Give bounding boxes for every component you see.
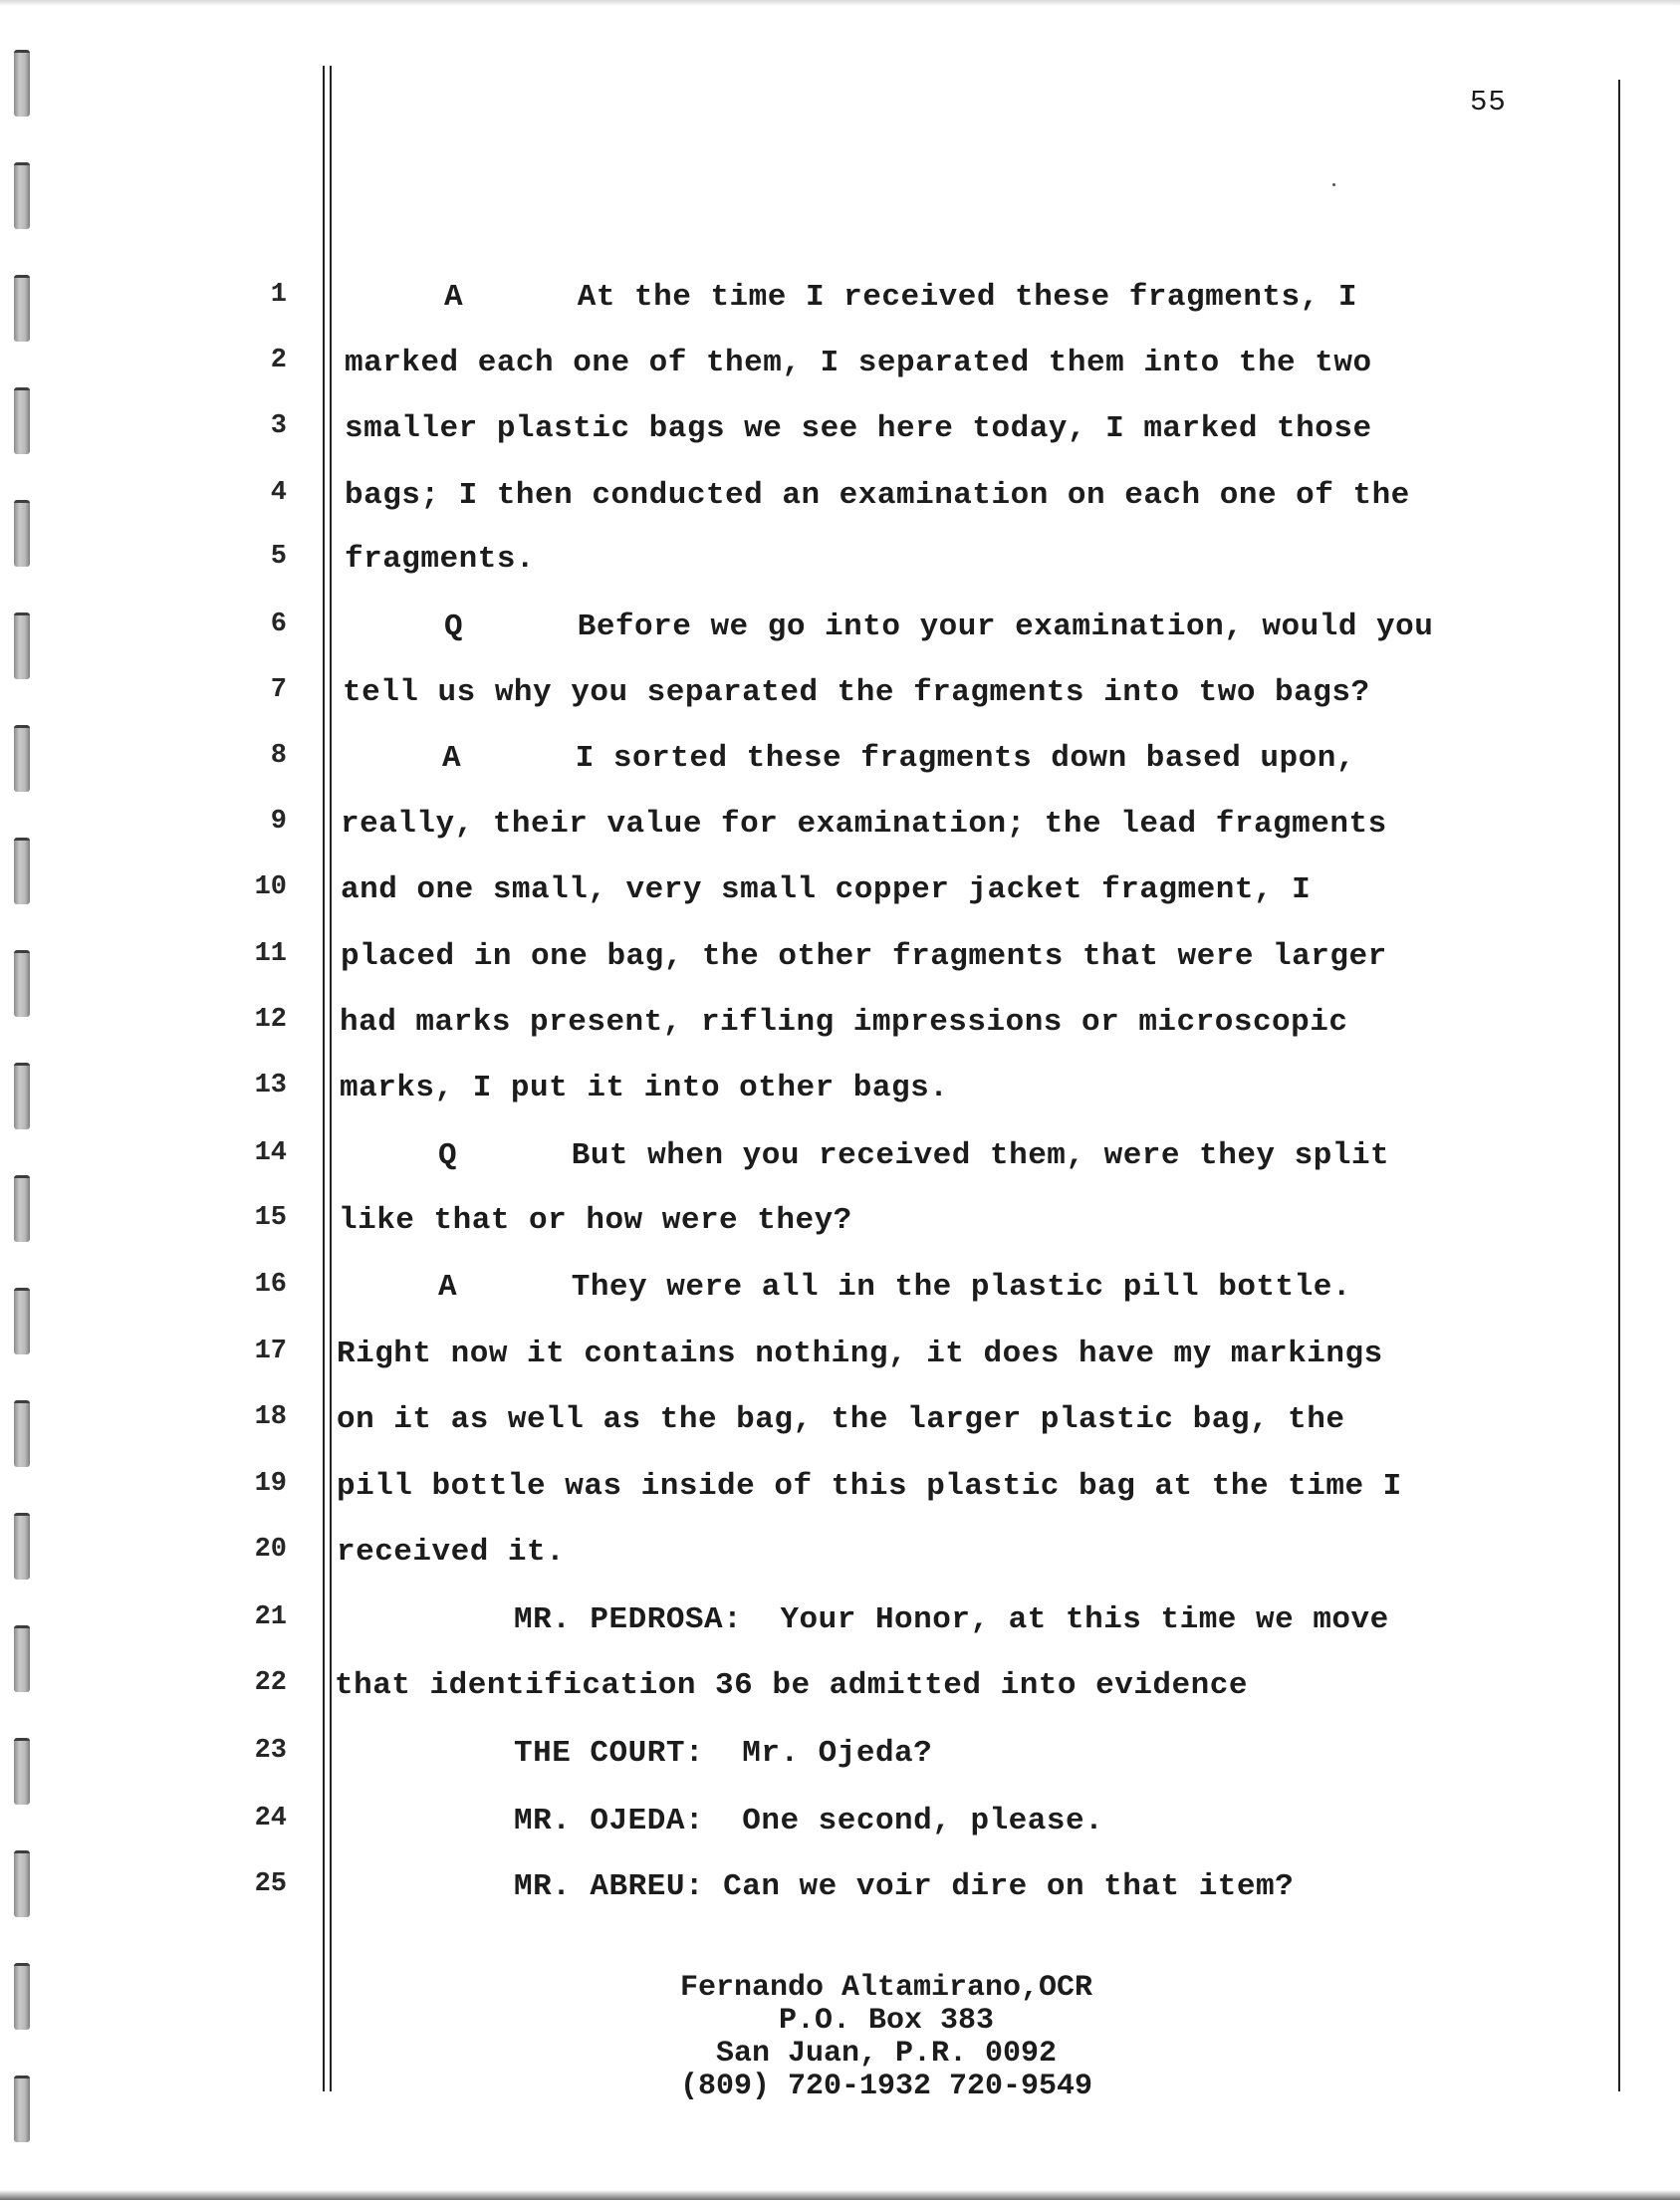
binder-hole — [14, 1625, 30, 1692]
transcript-line: fragments. — [345, 542, 536, 577]
line-number: 3 — [270, 411, 287, 441]
page-top-edge — [0, 0, 1680, 6]
binder-hole — [14, 2076, 30, 2142]
binder-hole — [14, 500, 30, 567]
binder-hole — [14, 1850, 30, 1917]
line-number: 14 — [254, 1138, 287, 1168]
reporter-po-box: P.O. Box 383 — [778, 2004, 995, 2038]
transcript-line: really, their value for examination; the lead fragments — [341, 807, 1387, 842]
scan-speck — [1332, 183, 1335, 186]
transcript-line: marked each one of them, I separated them into the two — [345, 346, 1372, 380]
binder-hole — [14, 1738, 30, 1805]
left-margin-rule-inner — [330, 66, 332, 2091]
binder-hole — [14, 725, 30, 792]
transcript-line: received it. — [337, 1535, 566, 1570]
transcript-line: placed in one bag, the other fragments that were larger — [341, 939, 1387, 974]
line-number: 21 — [254, 1602, 287, 1632]
line-number: 22 — [254, 1668, 287, 1698]
reporter-phones: (809) 720-1932 720-9549 — [679, 2070, 1093, 2103]
line-number: 12 — [254, 1005, 287, 1035]
binder-hole — [14, 275, 30, 342]
reporter-name: Fernando Altamirano,OCR — [679, 1971, 1093, 2005]
binder-hole — [14, 1513, 30, 1580]
binder-hole — [14, 162, 30, 229]
transcript-line: on it as well as the bag, the larger plastic bag, the — [337, 1402, 1345, 1437]
binder-hole — [14, 1963, 30, 2030]
line-number: 1 — [270, 280, 287, 310]
transcript-line: A They were all in the plastic pill bottle. — [438, 1270, 1351, 1305]
line-number: 13 — [254, 1071, 287, 1100]
binder-hole — [14, 838, 30, 904]
transcript-line: MR. ABREU: Can we voir dire on that item? — [514, 1869, 1295, 1904]
transcript-line: MR. PEDROSA: Your Honor, at this time we move — [514, 1602, 1389, 1637]
transcript-line: tell us why you separated the fragments into two bags? — [343, 675, 1370, 710]
line-number: 6 — [270, 610, 287, 639]
line-number: 24 — [254, 1804, 287, 1833]
binder-hole — [14, 1063, 30, 1129]
page-bottom-edge — [0, 2190, 1680, 2200]
binder-holes — [14, 50, 36, 2141]
transcript-line: smaller plastic bags we see here today, I marked those — [345, 411, 1372, 446]
right-margin-rule — [1618, 80, 1620, 2091]
reporter-contact-block — [558, 1972, 1215, 2103]
line-number: 18 — [254, 1402, 287, 1432]
line-number: 17 — [254, 1337, 287, 1366]
line-number: 10 — [254, 872, 287, 902]
line-number: 5 — [270, 542, 287, 572]
binder-hole — [14, 50, 30, 117]
transcript-line: and one small, very small copper jacket fragment, I — [341, 872, 1312, 907]
binder-hole — [14, 387, 30, 454]
reporter-city: San Juan, P.R. 0092 — [715, 2037, 1058, 2071]
page-number: 55 — [1470, 86, 1507, 119]
line-number: 7 — [270, 675, 287, 705]
line-number: 16 — [254, 1270, 287, 1300]
binder-hole — [14, 1288, 30, 1354]
binder-hole — [14, 612, 30, 679]
transcript-line: marks, I put it into other bags. — [340, 1071, 949, 1105]
line-number: 4 — [270, 478, 287, 508]
transcript-line: Q But when you received them, were they split — [438, 1138, 1390, 1173]
line-number: 9 — [270, 807, 287, 837]
transcript-line: A I sorted these fragments down based upon, — [442, 741, 1355, 776]
binder-hole — [14, 1400, 30, 1467]
transcript-line: that identification 36 be admitted into evidence — [335, 1668, 1248, 1703]
transcript-line: A At the time I received these fragments, I — [444, 280, 1357, 315]
line-number: 8 — [270, 741, 287, 771]
line-number: 2 — [270, 346, 287, 375]
transcript-line: bags; I then conducted an examination on each one of the — [345, 478, 1410, 513]
transcript-line: MR. OJEDA: One second, please. — [514, 1804, 1104, 1838]
line-number: 20 — [254, 1535, 287, 1565]
line-number: 11 — [254, 939, 287, 969]
binder-hole — [14, 950, 30, 1017]
transcript-line: Right now it contains nothing, it does have my markings — [337, 1337, 1383, 1371]
binder-hole — [14, 1175, 30, 1242]
transcript-line: like that or how were they? — [339, 1203, 852, 1238]
transcript-line: pill bottle was inside of this plastic bag at the time I — [337, 1469, 1402, 1504]
left-margin-rule — [323, 66, 325, 2091]
transcript-line: Q Before we go into your examination, would you — [444, 610, 1434, 644]
transcript-line: had marks present, rifling impressions or microscopic — [340, 1005, 1348, 1040]
line-number: 25 — [254, 1869, 287, 1899]
line-number: 19 — [254, 1469, 287, 1499]
line-number: 15 — [254, 1203, 287, 1233]
transcript-line: THE COURT: Mr. Ojeda? — [514, 1736, 933, 1771]
line-number: 23 — [254, 1736, 287, 1766]
